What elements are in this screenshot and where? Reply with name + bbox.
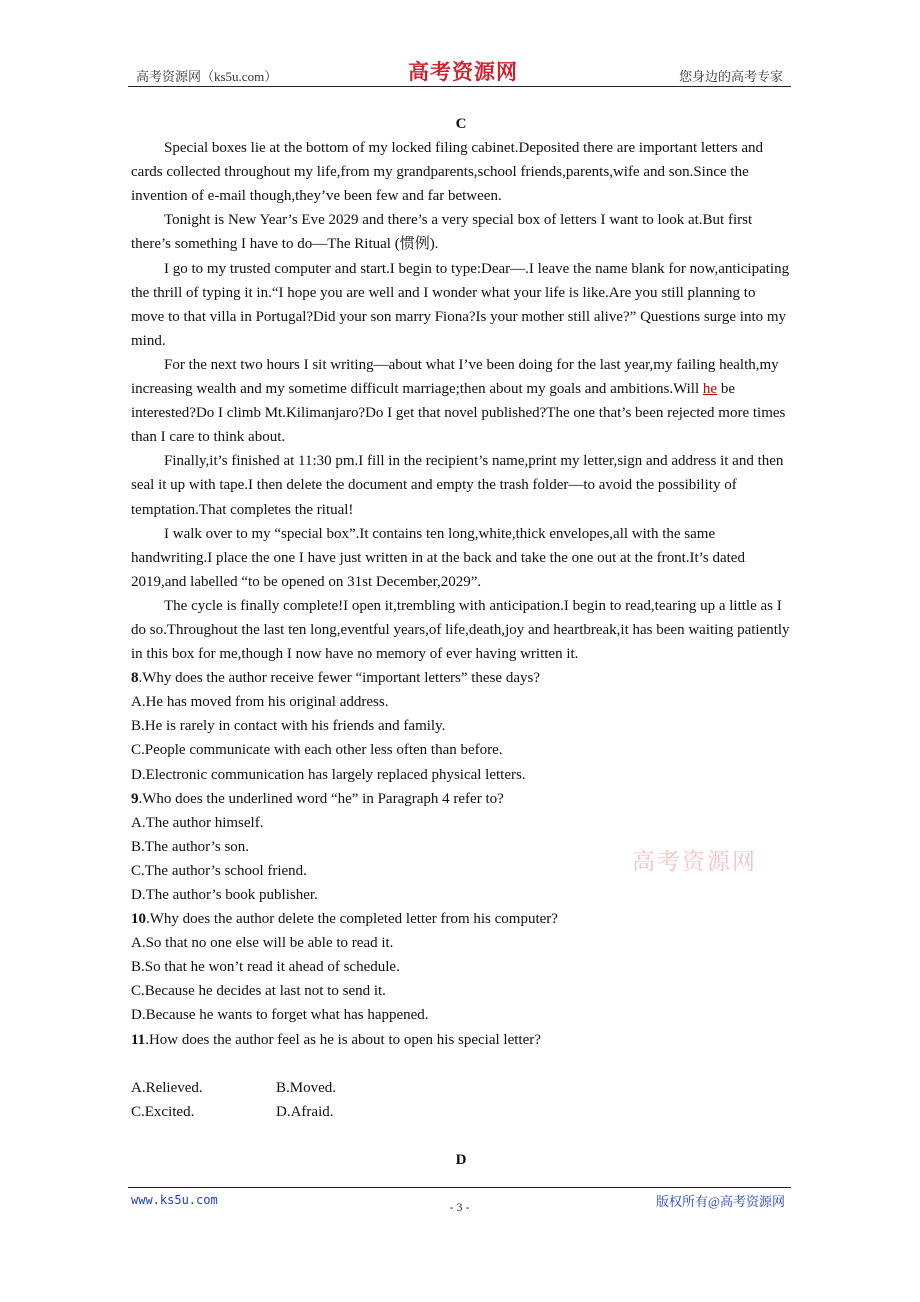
paragraph-1: Special boxes lie at the bottom of my locked filing cabinet.Deposited there are important letters and cards collected throughout my life,from my grandparents,school friends,parents,wife and son.Since the invention of e-mail though,they’ve been few and far between. <box>131 140 763 205</box>
paragraph-4 <box>131 353 791 449</box>
footer-url-link[interactable]: www.ks5u.com <box>131 1193 218 1207</box>
section-title-c: C <box>455 116 467 132</box>
question-number: 8 <box>131 670 139 687</box>
question-text: .Why does the author receive fewer “important letters” these days? <box>138 670 540 687</box>
paragraph-5: Finally,it’s finished at 11:30 pm.I fill in the recipient’s name,print my letter,sign and address it and then seal it up with tape.I then delete the document and empty the trash folder—to avoid the possibility of temptation.That completes the ritual! <box>131 453 784 518</box>
option-11b: B.Moved. <box>276 1079 336 1096</box>
question-text: .Who does the underlined word “he” in Paragraph 4 refer to? <box>138 790 504 807</box>
options-row-1 <box>131 1076 791 1100</box>
option-11a: A.Relieved. <box>131 1079 203 1096</box>
header-slogan: 您身边的高考专家 <box>678 69 783 84</box>
question-number: 9 <box>131 790 139 807</box>
option-10b: B.So that he won’t read it ahead of schedule. <box>131 959 400 976</box>
option-9c: C.The author’s school friend. <box>131 862 307 879</box>
section-title-d: D <box>455 1151 467 1168</box>
page-number: - 3 - <box>449 1200 470 1214</box>
spacer <box>131 1124 791 1148</box>
options-row-2 <box>131 1100 791 1124</box>
question-10 <box>131 907 791 931</box>
question-number: 11 <box>131 1031 146 1048</box>
paragraph-4-end: be interested?Do I climb Mt.Kilimanjaro?Do I get that novel published?The one that’s been rejected more times than I care to think about. <box>131 381 786 446</box>
paragraph-2: Tonight is New Year’s Eve 2029 and there’s a very special box of letters I want to look at.But first there’s something I have to do—The Ritual (惯例). <box>131 212 753 253</box>
watermark: 高考资源网 <box>632 849 757 875</box>
option-9a: A.The author himself. <box>131 814 264 831</box>
question-number: 10 <box>131 911 146 928</box>
question-8 <box>131 666 791 690</box>
option-9b: B.The author’s son. <box>131 838 250 855</box>
paragraph-6: I walk over to my “special box”.It contains ten long,white,thick envelopes,all with the same handwriting.I place the one I have just written in at the back and take the one out at the front.It’s dated 2019,and labelled “to be opened on 31st December,2029”. <box>131 525 745 590</box>
option-11d: D.Afraid. <box>276 1103 334 1120</box>
paragraph-7: The cycle is finally complete!I open it,trembling with anticipation.I begin to read,tearing up a little as I do so.Throughout the last ten long,eventful years,of life,death,joy and heartbreak,it has been waiting patiently in this box for me,though I now have no memory of ever having written it. <box>131 597 790 663</box>
document-body <box>131 112 791 1172</box>
option-10d: D.Because he wants to forget what has happened. <box>131 1007 429 1024</box>
page-footer <box>128 1187 791 1218</box>
question-9 <box>131 787 791 811</box>
paragraph-4-start: For the next two hours I sit writing—about what I’ve been doing for the last year,my failing health,my increasing wealth and my sometime difficult marriage;then about my goals and ambitions.Will <box>131 356 779 398</box>
underlined-word: he <box>702 381 718 398</box>
option-8d: D.Electronic communication has largely replaced physical letters. <box>131 766 526 783</box>
page-header <box>128 56 791 87</box>
question-11 <box>131 1028 791 1052</box>
question-text: .How does the author feel as he is about to open his special letter? <box>145 1031 541 1048</box>
option-9d: D.The author’s book publisher. <box>131 887 318 903</box>
question-text: .Why does the author delete the completed letter from his computer? <box>146 911 558 928</box>
footer-copyright: 版权所有@高考资源网 <box>656 1194 785 1209</box>
option-10a: A.So that no one else will be able to read it. <box>131 935 394 952</box>
header-site-name: 高考资源网（ks5u.com） <box>136 69 278 84</box>
spacer <box>131 1052 791 1076</box>
option-8b: B.He is rarely in contact with his friends and family. <box>131 718 446 735</box>
option-8c: C.People communicate with each other less often than before. <box>131 742 503 759</box>
option-10c: C.Because he decides at last not to send it. <box>131 983 386 1000</box>
header-logo: 高考资源网 <box>408 59 518 84</box>
paragraph-3: I go to my trusted computer and start.I begin to type:Dear—.I leave the name blank for now,anticipating the thrill of typing it in.“I hope you are well and I wonder what your life is like.Are you still planning to move to that villa in Portugal?Did your son marry Fiona?Is your mother still alive?” Questions surge into my mind. <box>131 260 790 349</box>
option-8a: A.He has moved from his original address. <box>131 694 389 711</box>
option-11c: C.Excited. <box>131 1103 195 1120</box>
